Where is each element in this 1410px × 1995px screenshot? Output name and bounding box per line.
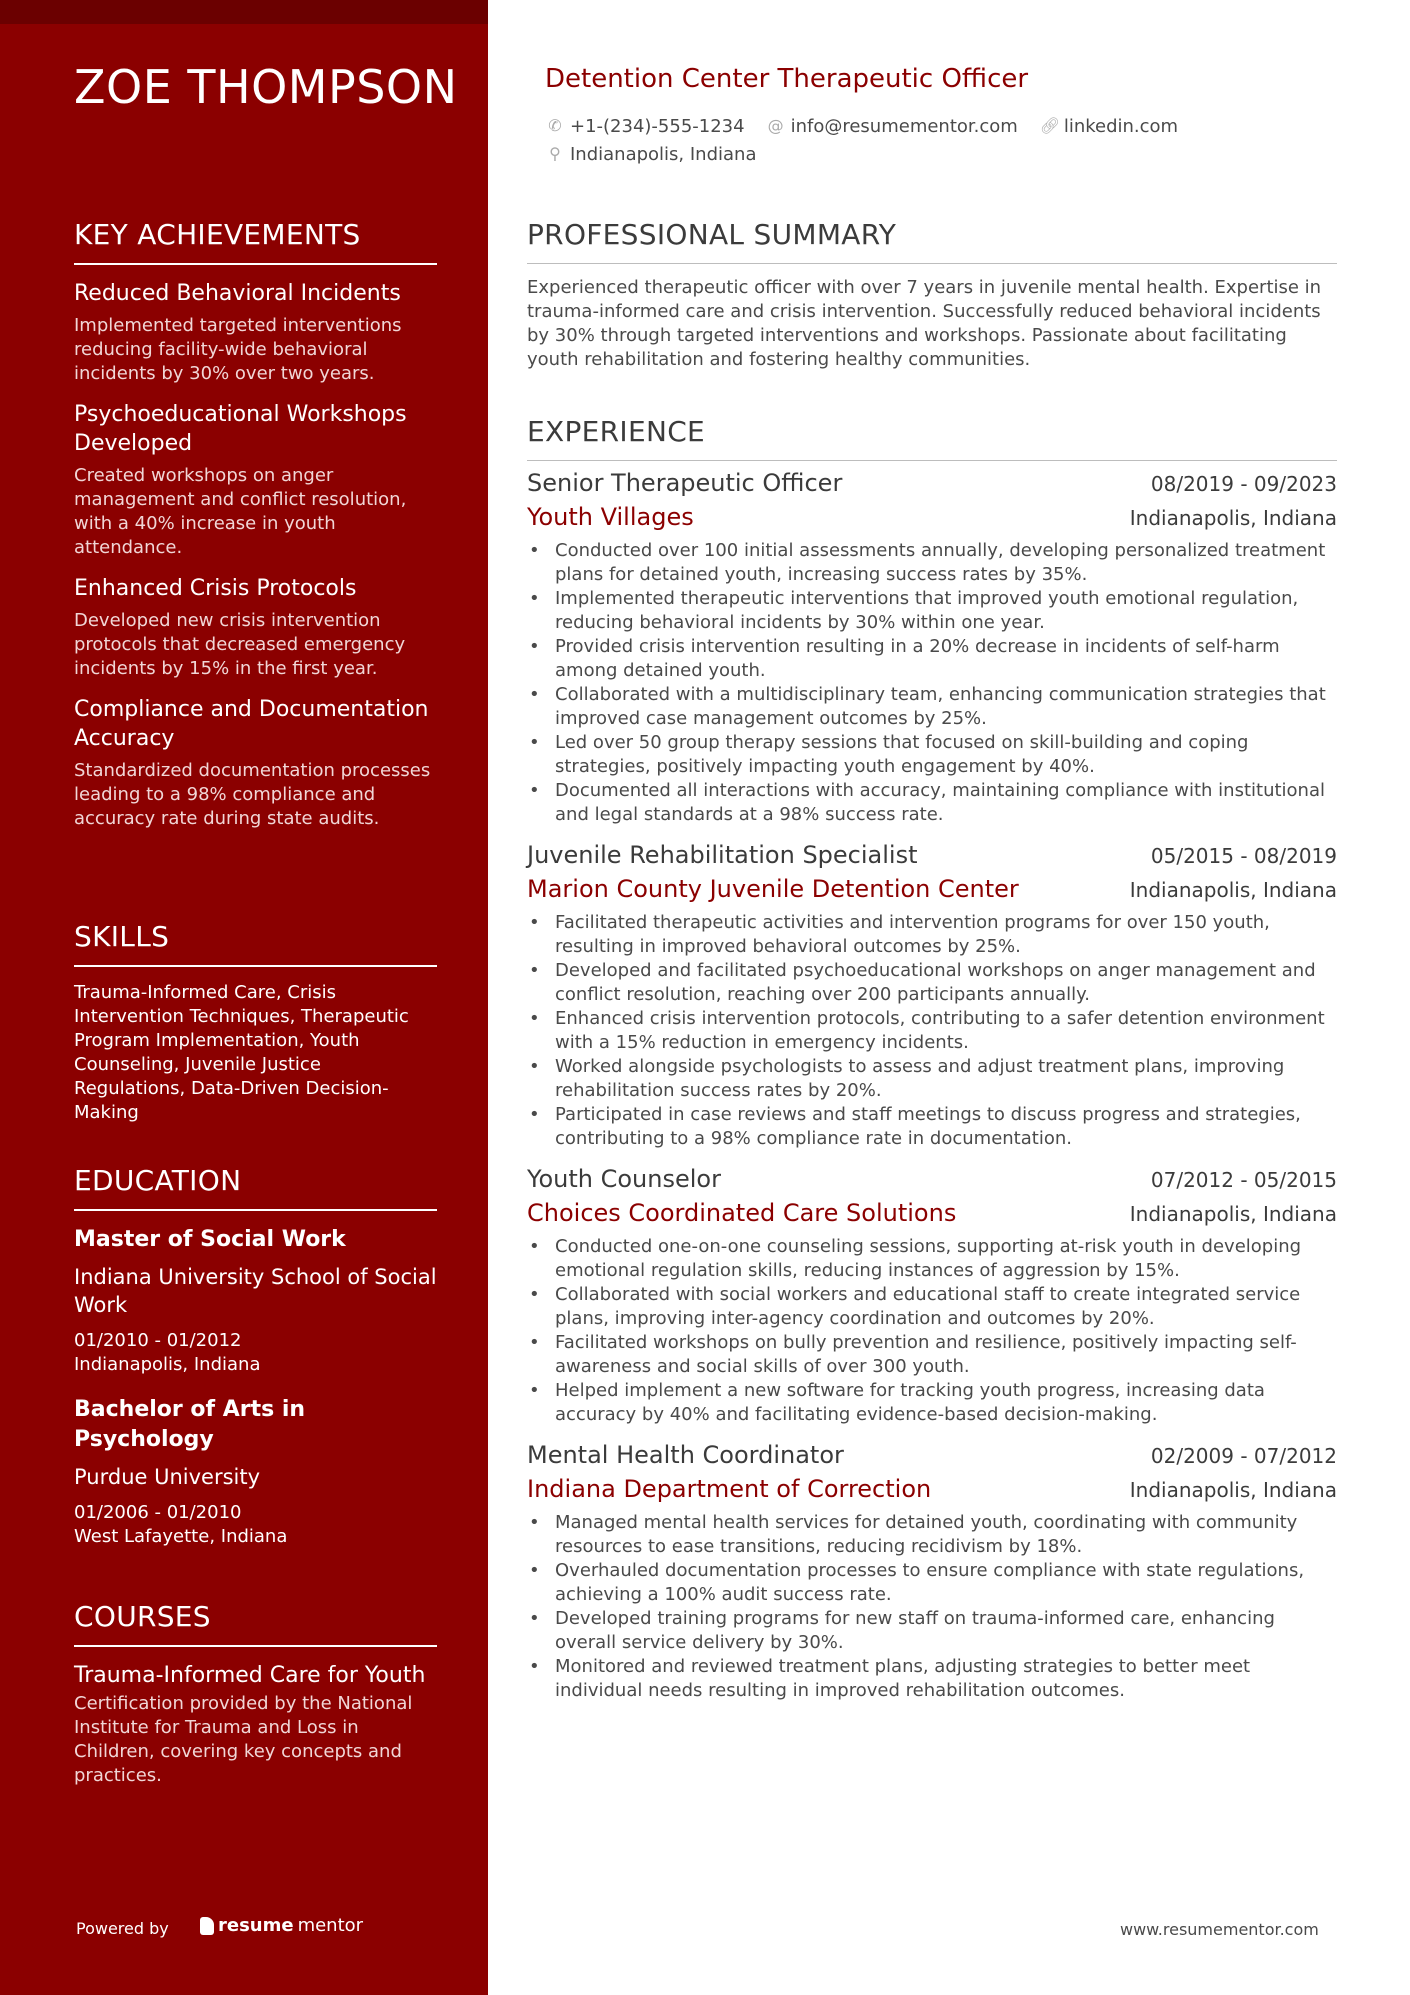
summary-text: Experienced therapeutic officer with over 7 years in juvenile mental health. Expertise in trauma-informed care and crisis intervention. Successfully reduced behavioral incidents by 30% through targeted interventions and workshops. Passionate about facilitating youth rehabilitation and fostering healthy communities. bbox=[527, 277, 1322, 370]
contact-linkedin[interactable] bbox=[1040, 116, 1178, 137]
experience-bullet: • Managed mental health services for detained youth, coordinating with community resources to ease transitions, reducing recidivism by 18%. bbox=[527, 1511, 1337, 1559]
achievement-desc: Created workshops on anger management and conflict resolution, with a 40% increase in youth attendance. bbox=[74, 465, 407, 558]
summary-section bbox=[527, 218, 1337, 372]
experience-bullet: • Facilitated therapeutic activities and intervention programs for over 150 youth, resulting in improved behavioral outcomes by 25%. bbox=[527, 911, 1337, 959]
experience-entry bbox=[527, 1165, 1337, 1427]
job-title: Detention Center Therapeutic Officer bbox=[545, 64, 1029, 94]
at-icon: @ bbox=[767, 116, 784, 135]
experience-dates: 02/2009 - 07/2012 bbox=[1150, 1444, 1337, 1468]
achievement-desc: Implemented targeted interventions reducing facility-wide behavioral incidents by 30% over two years. bbox=[74, 315, 402, 384]
sidebar bbox=[0, 0, 488, 1995]
experience-bullet: • Conducted one-on-one counseling sessions, supporting at-risk youth in developing emotional regulation skills, reducing instances of aggression by 15%. bbox=[527, 1235, 1337, 1283]
experience-role: Mental Health Coordinator bbox=[527, 1441, 844, 1469]
experience-bullet: • Collaborated with social workers and educational staff to create integrated service plans, improving inter-agency coordination and outcomes by 20%. bbox=[527, 1283, 1337, 1331]
brand-logo[interactable] bbox=[200, 1915, 363, 1936]
experience-bullet: • Provided crisis intervention resulting in a 20% decrease in incidents of self-harm among detained youth. bbox=[527, 635, 1337, 683]
experience-bullet: • Led over 50 group therapy sessions that focused on skill-building and coping strategies, positively impacting youth engagement by 40%. bbox=[527, 731, 1337, 779]
education-school: Indiana University School of Social Work bbox=[74, 1265, 437, 1317]
education-dates: 01/2010 - 01/2012 bbox=[74, 1330, 242, 1351]
experience-bullets bbox=[527, 1235, 1337, 1427]
experience-location: Indianapolis, Indiana bbox=[1129, 1478, 1337, 1502]
education-location: West Lafayette, Indiana bbox=[74, 1526, 288, 1547]
experience-bullet: • Enhanced crisis intervention protocols, contributing to a safer detention environment with a 15% reduction in emergency incidents. bbox=[527, 1007, 1337, 1055]
experience-bullet: • Developed training programs for new staff on trauma-informed care, enhancing overall service delivery by 30%. bbox=[527, 1607, 1337, 1655]
education-school: Purdue University bbox=[74, 1465, 261, 1489]
experience-bullet: • Facilitated workshops on bully prevention and resilience, positively impacting self-awareness and social skills of over 300 youth. bbox=[527, 1331, 1337, 1379]
experience-bullet: • Collaborated with a multidisciplinary team, enhancing communication strategies that improved case management outcomes by 25%. bbox=[527, 683, 1337, 731]
phone-icon: ✆ bbox=[548, 116, 562, 135]
skills-section bbox=[74, 920, 437, 1125]
achievement-desc: Developed new crisis intervention protocols that decreased emergency incidents by 15% in the first year. bbox=[74, 610, 406, 679]
pin-icon: ⚲ bbox=[549, 144, 561, 163]
contact-email[interactable] bbox=[767, 116, 1018, 137]
experience-dates: 08/2019 - 09/2023 bbox=[1150, 472, 1337, 496]
experience-heading: EXPERIENCE bbox=[527, 415, 1337, 461]
achievement-title: Psychoeducational Workshops Developed bbox=[74, 402, 407, 456]
powered-by-label: Powered by bbox=[76, 1919, 169, 1938]
brand-mark-icon bbox=[200, 1917, 214, 1935]
experience-dates: 07/2012 - 05/2015 bbox=[1150, 1168, 1337, 1192]
experience-bullet: • Helped implement a new software for tracking youth progress, increasing data accuracy by 40% and facilitating evidence-based decision-making. bbox=[527, 1379, 1337, 1427]
location-text: Indianapolis, Indiana bbox=[570, 143, 757, 165]
achievement-title: Reduced Behavioral Incidents bbox=[74, 281, 401, 306]
experience-company: Choices Coordinated Care Solutions bbox=[527, 1199, 957, 1227]
experience-section bbox=[527, 415, 1337, 1717]
education-degree: Bachelor of Arts in Psychology bbox=[74, 1397, 306, 1452]
experience-location: Indianapolis, Indiana bbox=[1129, 1202, 1337, 1226]
course-desc: Certification provided by the National Institute for Trauma and Loss in Children, covering key concepts and practices. bbox=[74, 1693, 413, 1786]
experience-bullets bbox=[527, 1511, 1337, 1703]
experience-bullet: • Participated in case reviews and staff meetings to discuss progress and strategies, contributing to a 98% compliance rate in documentation. bbox=[527, 1103, 1337, 1151]
experience-bullet: • Implemented therapeutic interventions that improved youth emotional regulation, reducing behavioral incidents by 30% within one year. bbox=[527, 587, 1337, 635]
experience-bullet: • Developed and facilitated psychoeducational workshops on anger management and conflict resolution, reaching over 200 participants annually. bbox=[527, 959, 1337, 1007]
experience-role: Senior Therapeutic Officer bbox=[527, 469, 843, 497]
experience-entry bbox=[527, 841, 1337, 1151]
experience-entry bbox=[527, 469, 1337, 827]
experience-company: Youth Villages bbox=[527, 503, 694, 531]
education-heading: EDUCATION bbox=[74, 1164, 437, 1211]
email-text: info@resumementor.com bbox=[790, 115, 1018, 137]
skills-heading: SKILLS bbox=[74, 920, 437, 967]
experience-company: Indiana Department of Correction bbox=[527, 1475, 932, 1503]
experience-entry bbox=[527, 1441, 1337, 1703]
courses-heading: COURSES bbox=[74, 1600, 437, 1647]
skills-list: Trauma-Informed Care, Crisis Intervention Techniques, Therapeutic Program Implementation, Youth Counseling, Juvenile Justice Regulations, Data-Driven Decision-Making bbox=[74, 982, 409, 1123]
linkedin-text: linkedin.com bbox=[1063, 115, 1179, 137]
experience-bullet: • Worked alongside psychologists to assess and adjust treatment plans, improving rehabilitation success rates by 20%. bbox=[527, 1055, 1337, 1103]
phone-text: +1-(234)-555-1234 bbox=[570, 115, 745, 137]
experience-company: Marion County Juvenile Detention Center bbox=[527, 875, 1019, 903]
footer-url[interactable]: www.resumementor.com bbox=[1120, 1920, 1319, 1939]
education-dates: 01/2006 - 01/2010 bbox=[74, 1502, 242, 1523]
brand-name-bold: resume bbox=[218, 1915, 294, 1936]
contact-info bbox=[546, 112, 1336, 168]
experience-bullet: • Conducted over 100 initial assessments annually, developing personalized treatment plans for detained youth, increasing success rates by 35%. bbox=[527, 539, 1337, 587]
experience-location: Indianapolis, Indiana bbox=[1129, 506, 1337, 530]
achievements-heading: KEY ACHIEVEMENTS bbox=[74, 218, 437, 265]
achievement-title: Enhanced Crisis Protocols bbox=[74, 576, 357, 601]
link-icon: 🔗︎ bbox=[1039, 116, 1061, 135]
experience-bullets bbox=[527, 911, 1337, 1151]
experience-role: Juvenile Rehabilitation Specialist bbox=[527, 841, 918, 869]
course-title: Trauma-Informed Care for Youth bbox=[74, 1663, 426, 1688]
education-degree: Master of Social Work bbox=[74, 1227, 346, 1252]
candidate-name: ZOE THOMPSON bbox=[74, 60, 458, 114]
experience-bullet: • Monitored and reviewed treatment plans, adjusting strategies to better meet individual needs resulting in improved rehabilitation outcomes. bbox=[527, 1655, 1337, 1703]
brand-name-light: mentor bbox=[297, 1915, 364, 1936]
education-section bbox=[74, 1164, 437, 1549]
contact-location bbox=[546, 144, 757, 165]
experience-bullet: • Overhauled documentation processes to ensure compliance with state regulations, achieving a 100% audit success rate. bbox=[527, 1559, 1337, 1607]
experience-location: Indianapolis, Indiana bbox=[1129, 878, 1337, 902]
achievements-section bbox=[74, 218, 437, 831]
experience-dates: 05/2015 - 08/2019 bbox=[1150, 844, 1337, 868]
achievement-desc: Standardized documentation processes leading to a 98% compliance and accuracy rate during state audits. bbox=[74, 760, 431, 829]
courses-section bbox=[74, 1600, 437, 1788]
education-location: Indianapolis, Indiana bbox=[74, 1354, 261, 1375]
achievement-title: Compliance and Documentation Accuracy bbox=[74, 697, 429, 751]
summary-heading: PROFESSIONAL SUMMARY bbox=[527, 218, 1337, 264]
contact-phone[interactable] bbox=[546, 116, 745, 137]
experience-role: Youth Counselor bbox=[527, 1165, 721, 1193]
sidebar-top-bar bbox=[0, 0, 488, 24]
experience-bullet: • Documented all interactions with accuracy, maintaining compliance with institutional and legal standards at a 98% success rate. bbox=[527, 779, 1337, 827]
experience-bullets bbox=[527, 539, 1337, 827]
